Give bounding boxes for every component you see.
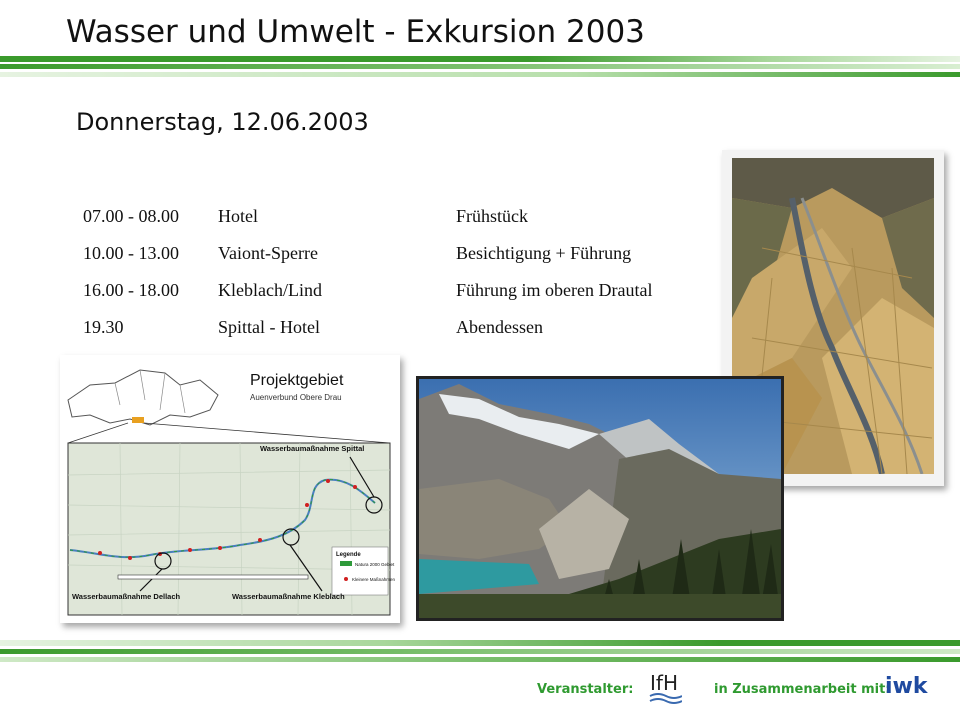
map-legend-small: Kleinere Maßnahmen xyxy=(352,577,396,582)
map-title: Projektgebiet xyxy=(250,372,344,389)
footer-stripe-3 xyxy=(0,657,960,662)
schedule-place: Hotel xyxy=(218,206,258,226)
map-subtitle: Auenverbund Obere Drau xyxy=(250,393,342,402)
header-stripe-3 xyxy=(0,72,960,77)
mountain-lake-image xyxy=(419,379,781,618)
schedule-place: Spittal - Hotel xyxy=(218,317,320,337)
cooperation-label: in Zusammenarbeit mit: xyxy=(714,682,891,697)
schedule-time: 10.00 - 13.00 xyxy=(83,243,179,263)
schedule-activity: Abendessen xyxy=(456,317,543,337)
schedule-time: 07.00 - 08.00 xyxy=(83,206,179,226)
iwk-logo xyxy=(884,672,930,702)
day-heading: Donnerstag, 12.06.2003 xyxy=(76,108,369,136)
ifh-logo xyxy=(648,668,682,710)
schedule-activity: Frühstück xyxy=(456,206,528,226)
schedule-place: Vaiont-Sperre xyxy=(218,243,318,263)
footer-stripe-2 xyxy=(0,649,960,654)
map-legend-natura: Natura 2000 Gebiet xyxy=(355,562,395,567)
schedule-time: 16.00 - 18.00 xyxy=(83,280,179,300)
schedule-activity: Besichtigung + Führung xyxy=(456,243,632,263)
map-illustration xyxy=(60,355,400,623)
header-stripe-2 xyxy=(0,64,960,69)
map-legend-title: Legende xyxy=(336,552,361,558)
ifh-logo-text: IfH xyxy=(650,671,678,695)
vaiont-mountain-photo xyxy=(416,376,784,621)
schedule-activity: Führung im oberen Drautal xyxy=(456,280,653,300)
map-label-dellach: Wasserbaumaßnahme Dellach xyxy=(72,592,181,601)
map-label-spittal: Wasserbaumaßnahme Spittal xyxy=(260,444,365,453)
schedule-place: Kleblach/Lind xyxy=(218,280,322,300)
footer-stripe-1 xyxy=(0,640,960,646)
organizer-label: Veranstalter: xyxy=(537,682,634,697)
schedule-time: 19.30 xyxy=(83,317,124,337)
header-stripe-1 xyxy=(0,56,960,62)
page-title: Wasser und Umwelt - Exkursion 2003 xyxy=(66,14,645,50)
map-label-kleblach: Wasserbaumaßnahme Kleblach xyxy=(232,592,345,601)
project-area-map xyxy=(60,355,400,623)
iwk-logo-text: iwk xyxy=(885,674,928,698)
